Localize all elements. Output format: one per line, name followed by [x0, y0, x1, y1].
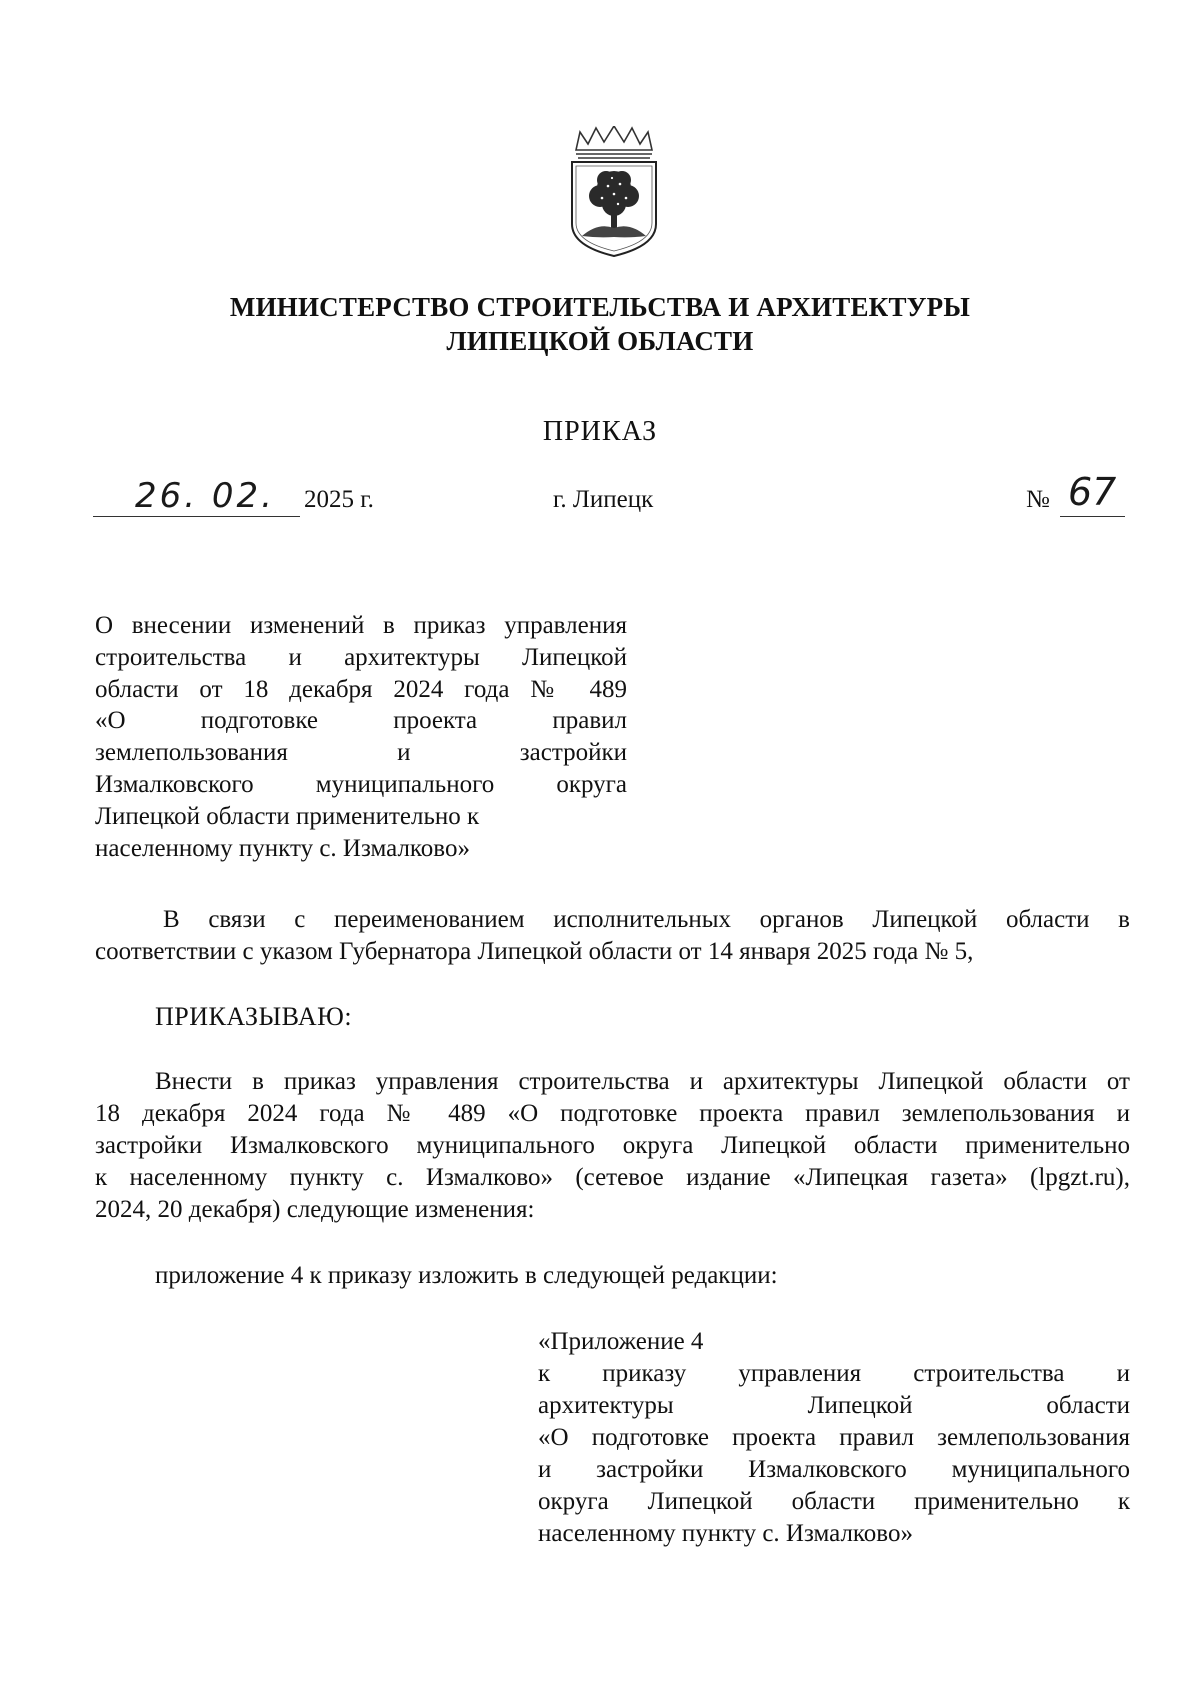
title-line: О внесении изменений в приказ управления — [95, 612, 627, 639]
appendix-line: «О подготовке проекта правил землепользования — [538, 1424, 1130, 1451]
paragraph-line: соответствии с указом Губернатора Липецкой области от 14 января 2025 года № 5, — [95, 938, 974, 965]
appendix-line: архитектуры Липецкой области — [538, 1392, 1130, 1419]
handwritten-date: 26. 02. — [135, 476, 275, 516]
title-line: Измалковского муниципального округа — [95, 770, 627, 798]
title-line: строительства и архитектуры Липецкой — [95, 643, 627, 671]
appendix-line: населенному пункту с. Измалково» — [538, 1520, 913, 1547]
paragraph-line: застройки Измалковского муниципального округа Липецкой области применительно — [95, 1132, 1130, 1159]
appendix-line: «Приложение 4 — [538, 1328, 704, 1355]
order-word: ПРИКАЗЫВАЮ: — [155, 1002, 353, 1031]
paragraph-line: В связи с переименованием исполнительных органов Липецкой области в — [163, 906, 1130, 933]
paragraph-line: Внести в приказ управления строительства и архитектуры Липецкой области от — [155, 1068, 1130, 1095]
ministry-name-line1: МИНИСТЕРСТВО СТРОИТЕЛЬСТВА И АРХИТЕКТУРЫ — [229, 292, 971, 322]
handwritten-number: 67 — [1068, 470, 1117, 514]
paragraph-line: к населенному пункту с. Измалково» (сетевое издание «Липецкая газета» (lpgzt.ru), — [95, 1164, 1130, 1191]
title-line: Липецкой области применительно к — [95, 802, 480, 830]
paragraph-line: 2024, 20 декабря) следующие изменения: — [95, 1196, 535, 1223]
document-type: ПРИКАЗ — [542, 416, 658, 447]
ministry-name-line2: ЛИПЕЦКОЙ ОБЛАСТИ — [446, 326, 754, 356]
document-city: г. Липецк — [553, 486, 654, 513]
title-line: «О подготовке проекта правил — [95, 707, 627, 735]
appendix-line: округа Липецкой области применительно к — [538, 1488, 1130, 1515]
instruction-paragraph: приложение 4 к приказу изложить в следующей редакции: — [155, 1262, 778, 1289]
preamble-paragraph — [95, 904, 1130, 968]
title-line: землепользования и застройки — [95, 739, 627, 767]
coat-of-arms-icon — [568, 126, 660, 258]
appendix-line: и застройки Измалковского муниципального — [538, 1456, 1130, 1483]
title-line: населенному пункту с. Измалково» — [95, 834, 470, 862]
document-title — [95, 610, 627, 864]
document-year: 2025 г. — [304, 486, 374, 513]
main-paragraph — [95, 1066, 1130, 1226]
title-line: области от 18 декабря 2024 года № 489 — [95, 675, 627, 703]
appendix-heading — [538, 1326, 1130, 1550]
number-sign: № — [1026, 486, 1050, 513]
paragraph-line: 18 декабря 2024 года № 489 «О подготовке проекта правил землепользования и — [95, 1100, 1130, 1127]
appendix-line: к приказу управления строительства и — [538, 1360, 1130, 1387]
